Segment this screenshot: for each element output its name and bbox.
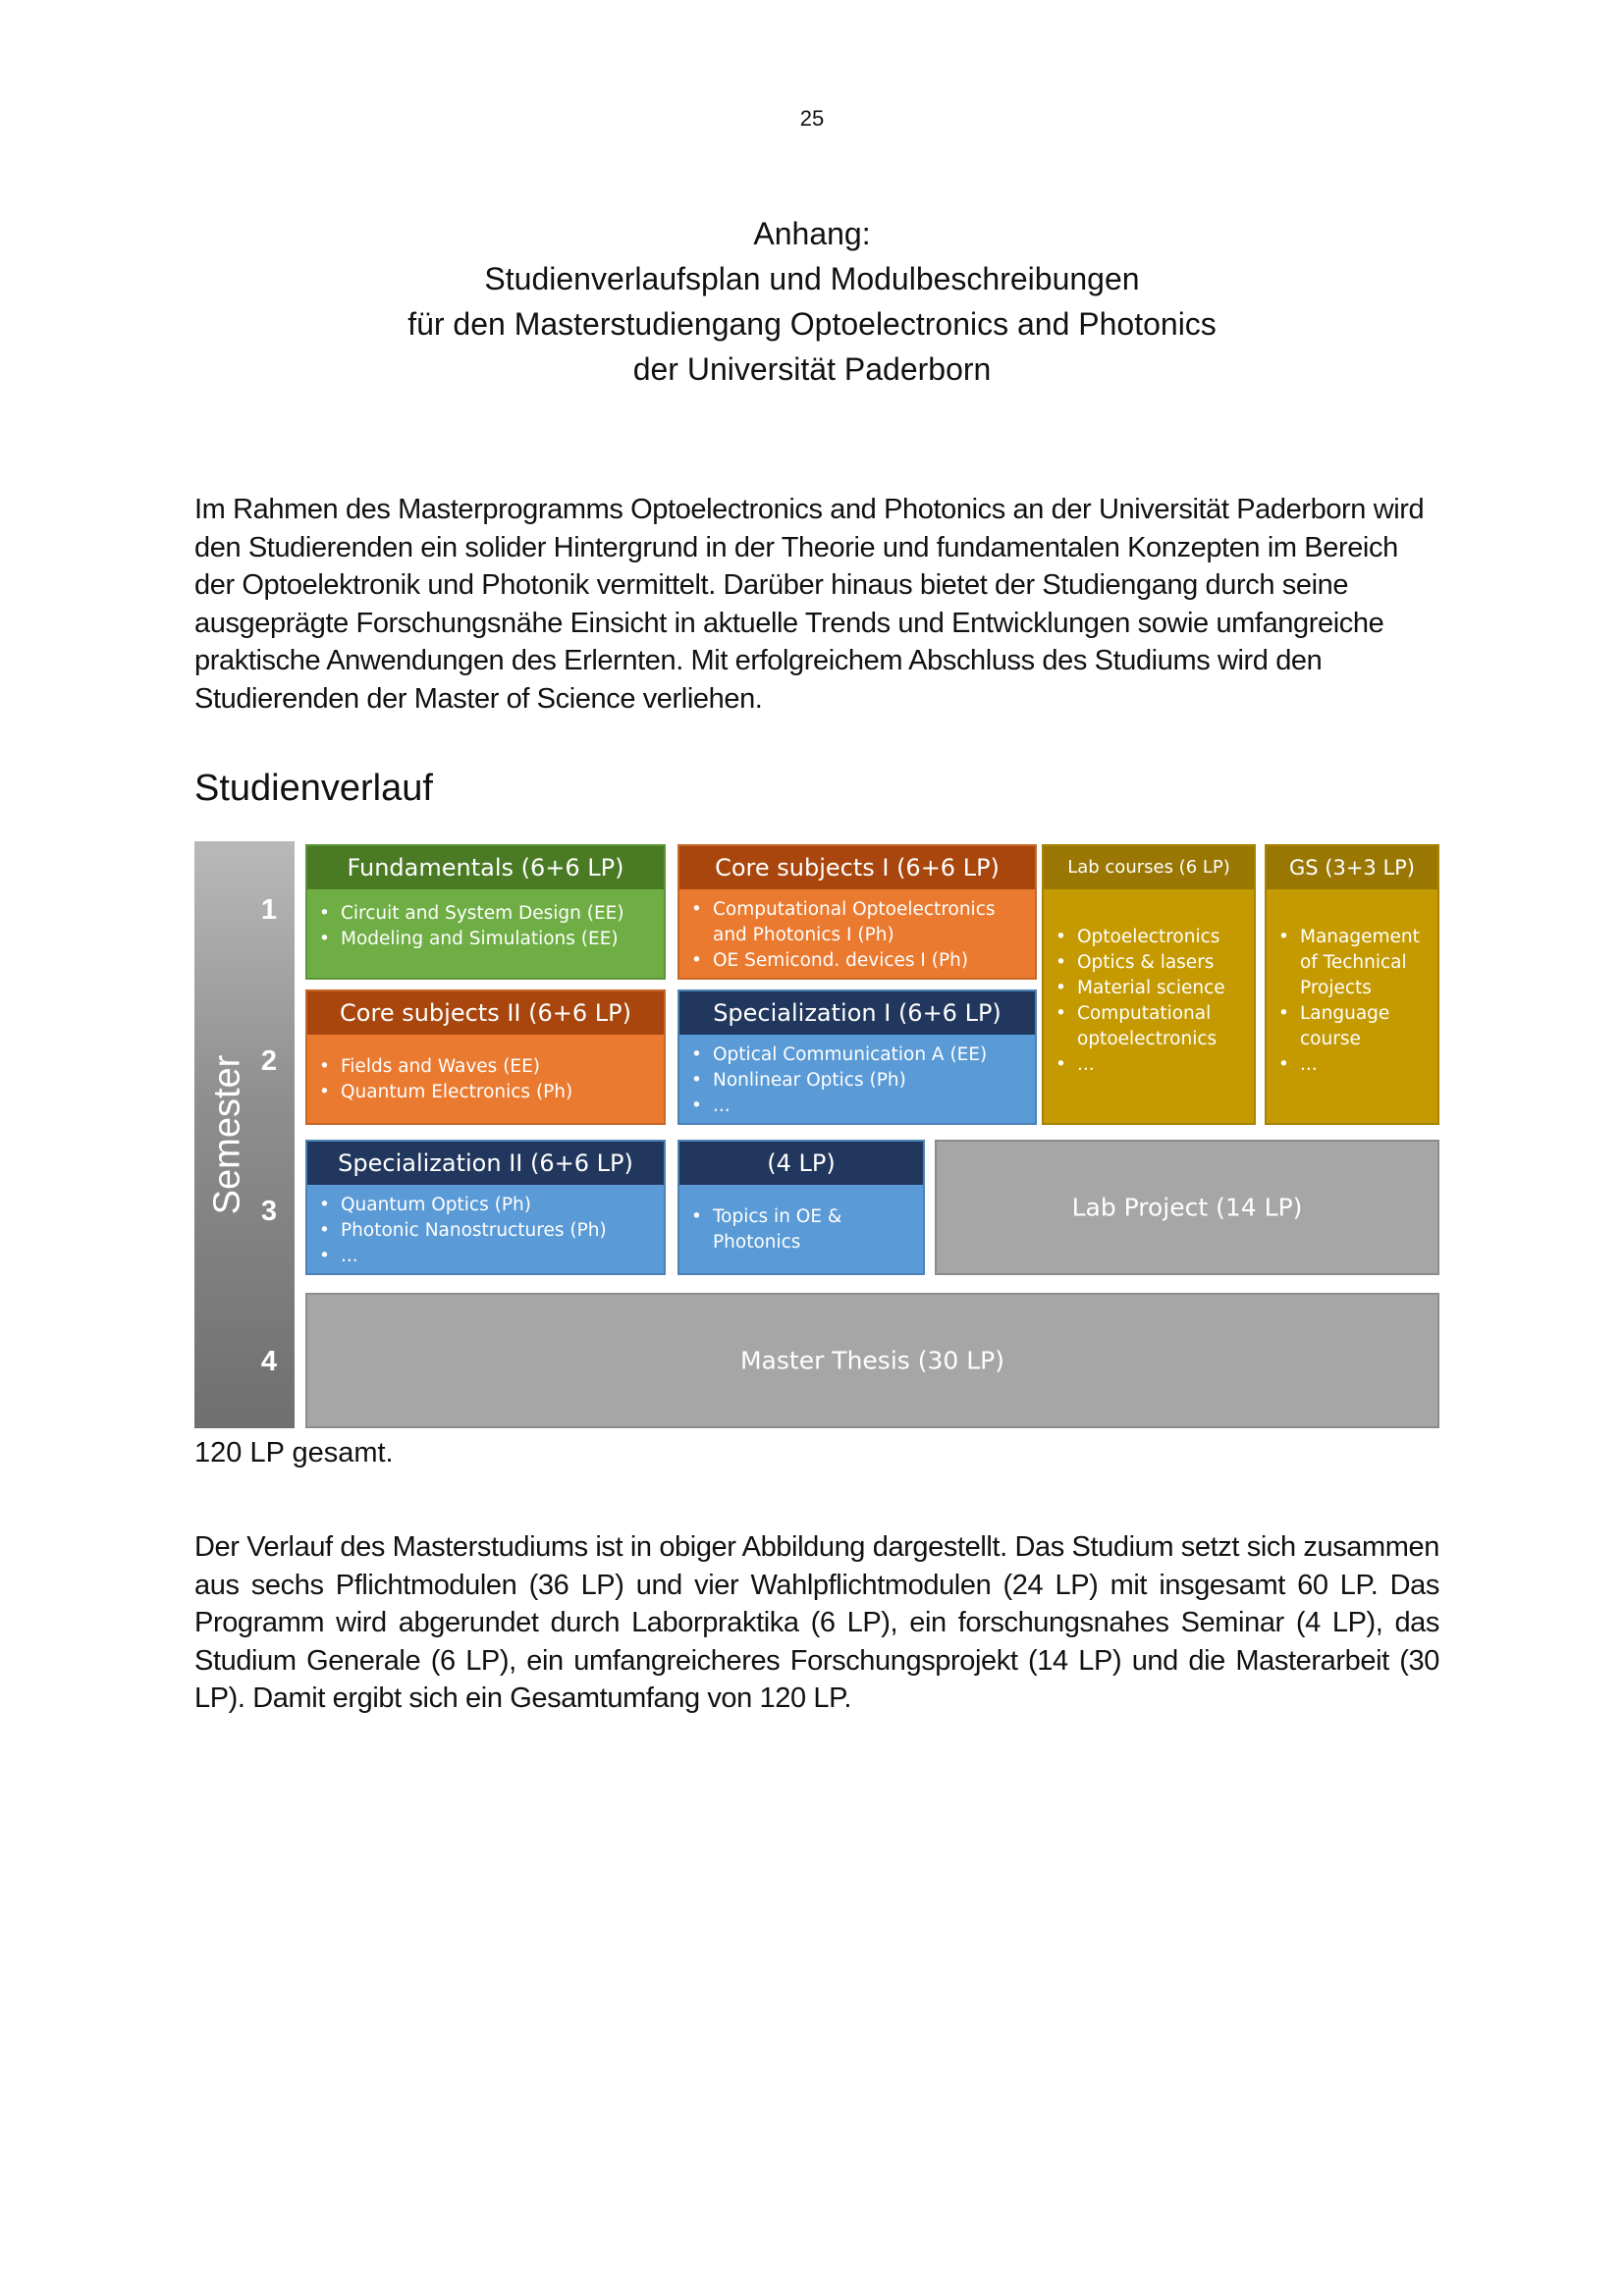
list-item: • Photonic Nanostructures (Ph) [319,1218,664,1244]
specialization-2-list [307,1185,664,1269]
specialization-1-module [677,989,1037,1125]
core-subjects-1-title: Core subjects I (6+6 LP) [679,846,1035,889]
lab-project-label: Lab Project (14 LP) [1071,1193,1303,1222]
list-item: • Fields and Waves (EE) [319,1054,664,1080]
list-item: • Management of Technical Projects [1278,925,1437,1001]
core-subjects-1-module [677,844,1037,980]
study-plan-diagram [194,841,1439,1428]
fundamentals-module [305,844,666,980]
fundamentals-title: Fundamentals (6+6 LP) [307,846,664,889]
list-item: • Computational Optoelectronics and Photonics I (Ph) [691,897,1035,948]
lab-courses-title: Lab courses (6 LP) [1044,846,1254,889]
core-subjects-2-list [307,1035,664,1105]
title-line-1: Anhang: [753,216,871,251]
lab-project-module [935,1140,1439,1275]
list-item: • ... [691,1094,1035,1119]
list-item: • ... [1056,1052,1254,1078]
list-item: • Computational optoelectronics [1056,1001,1254,1052]
core-subjects-2-module [305,989,666,1125]
fundamentals-list [307,889,664,952]
list-item: • Topics in OE & Photonics [691,1204,923,1255]
specialization-2-title: Specialization II (6+6 LP) [307,1142,664,1185]
gs-title: GS (3+3 LP) [1267,846,1437,889]
list-item: • ... [1278,1052,1437,1078]
title-line-3: für den Masterstudiengang Optoelectronics and Photonics [407,306,1217,342]
list-item: • Quantum Optics (Ph) [319,1193,664,1218]
list-item: • Nonlinear Optics (Ph) [691,1068,1035,1094]
summary-paragraph: Der Verlauf des Masterstudiums ist in obiger Abbildung dargestellt. Das Studium setzt sich zusammen aus sechs Pflichtmodulen (36 LP) und vier Wahlpflichtmodulen (24 LP) mit insgesamt 60 LP. Das Programm wird abgerundet durch Laborpraktika (6 LP), ein forschungsnahes Seminar (4 LP), das Studium Generale (6 LP), ein umfangreicheres Forschungsprojekt (14 LP) und die Masterarbeit (30 LP). Damit ergibt sich ein Gesamtumfang von 120 LP. [194,1531,1439,1714]
title-line-4: der Universität Paderborn [632,351,992,387]
document-title [0,211,1624,392]
semester-bar [194,841,295,1428]
core-subjects-2-title: Core subjects II (6+6 LP) [307,991,664,1035]
title-line-2: Studienverlaufsplan und Modulbeschreibungen [484,261,1140,296]
list-item: • Optoelectronics [1056,925,1254,950]
lab-courses-list [1044,889,1254,1078]
seminar-title: (4 LP) [679,1142,923,1185]
lab-courses-module [1042,844,1256,1125]
core-subjects-1-list [679,889,1035,974]
list-item: • Material science [1056,976,1254,1001]
gs-module [1265,844,1439,1125]
gs-list [1267,889,1437,1078]
specialization-1-list [679,1035,1035,1119]
list-item: • OE Semicond. devices I (Ph) [691,948,1035,974]
list-item: • Language course [1278,1001,1437,1052]
total-credits-label: 120 LP gesamt. [194,1437,394,1468]
seminar-list [679,1185,923,1255]
semester-label: Semester [206,1054,248,1215]
list-item: • Circuit and System Design (EE) [319,901,664,927]
semester-number-4: 4 [260,1346,278,1377]
master-thesis-module [305,1293,1439,1428]
master-thesis-label: Master Thesis (30 LP) [739,1346,1005,1375]
seminar-module [677,1140,925,1275]
semester-number-2: 2 [260,1045,278,1077]
list-item: • Optics & lasers [1056,950,1254,976]
semester-number-3: 3 [260,1196,278,1227]
specialization-1-title: Specialization I (6+6 LP) [679,991,1035,1035]
list-item: • Modeling and Simulations (EE) [319,927,664,952]
section-heading: Studienverlauf [194,768,433,809]
list-item: • Quantum Electronics (Ph) [319,1080,664,1105]
list-item: • ... [319,1244,664,1269]
intro-paragraph: Im Rahmen des Masterprogramms Optoelectronics and Photonics an der Universität Paderborn wird den Studierenden ein solider Hintergrund in der Theorie und fundamentalen Konzepten im Bereich der Optoelektronik und Photonik vermittelt. Darüber hinaus bietet der Studiengang durch seine ausgeprägte Forschungsnähe Einsicht in aktuelle Trends und Entwicklungen sowie umfangreiche praktische Anwendungen des Erlernten. Mit erfolgreichem Abschluss des Studiums wird den Studierenden der Master of Science verliehen. [194,494,1425,715]
specialization-2-module [305,1140,666,1275]
page-number: 25 [799,106,825,131]
semester-number-1: 1 [260,894,278,926]
list-item: • Optical Communication A (EE) [691,1042,1035,1068]
